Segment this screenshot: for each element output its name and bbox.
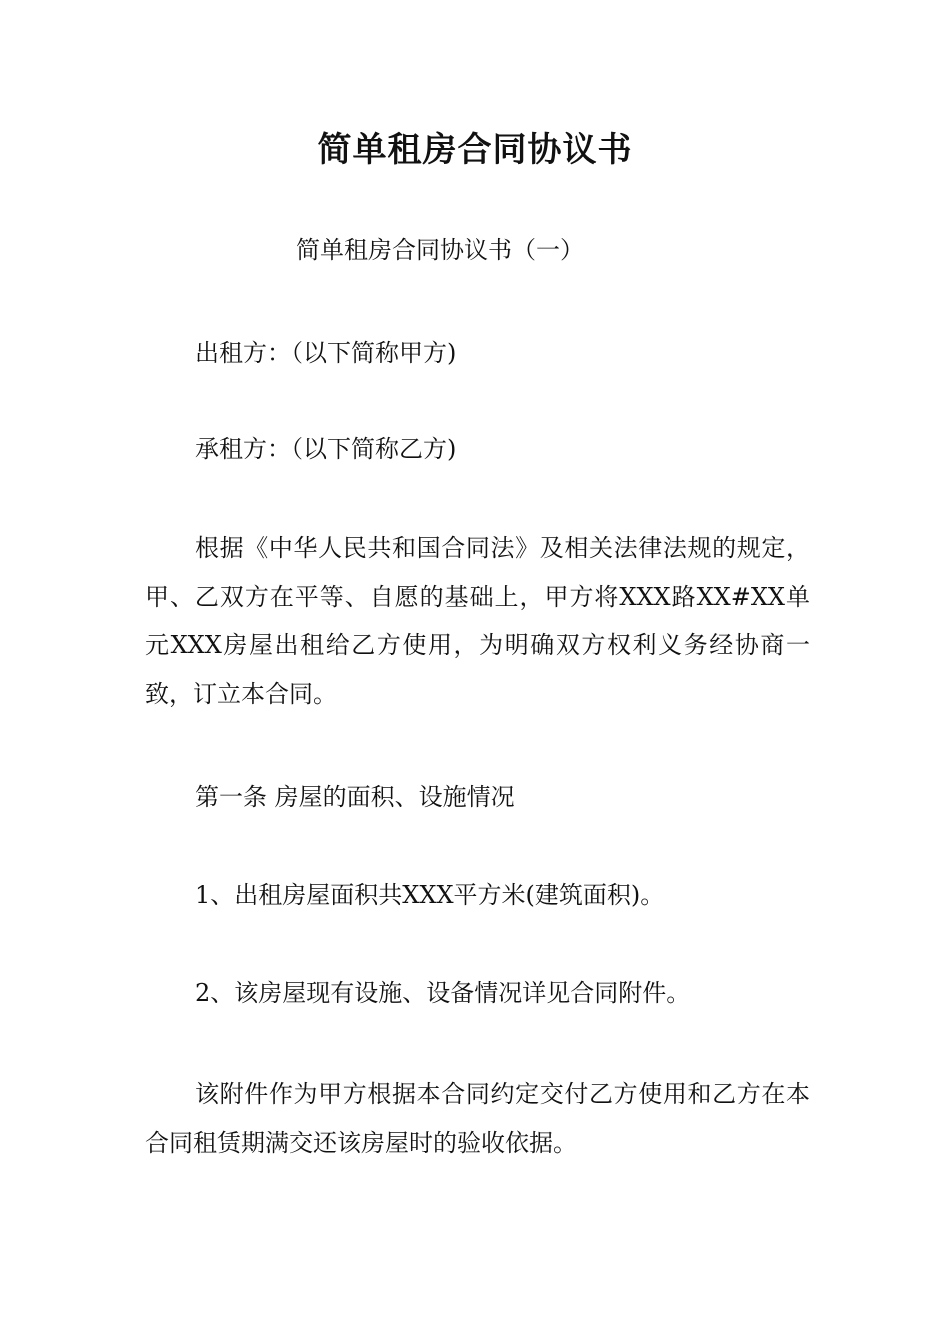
article1-item-2: 2、该房屋现有设施、设备情况详见合同附件。 [195,979,691,1007]
intro-paragraph: 根据《中华人民共和国合同法》及相关法律法规的规定，甲、乙双方在平等、自愿的基础上，甲方将XXX路XX#XX单元XXX房屋出租给乙方使用，为明确双方权利义务经协商一致，订立本合同。 [145,534,810,708]
attachment-paragraph: 该附件作为甲方根据本合同约定交付乙方使用和乙方在本合同租赁期满交还该房屋时的验收依据。 [145,1080,810,1157]
lessee-line: 承租方：（以下简称乙方) [195,435,457,463]
document-subtitle: 简单租房合同协议书（一） [296,236,584,264]
article1-heading: 第一条 房屋的面积、设施情况 [195,783,515,811]
document-title: 简单租房合同协议书 [317,130,633,170]
article1-item-1: 1、出租房屋面积共XXX平方米(建筑面积)。 [195,881,665,909]
lessor-line: 出租方：（以下简称甲方) [195,339,457,367]
